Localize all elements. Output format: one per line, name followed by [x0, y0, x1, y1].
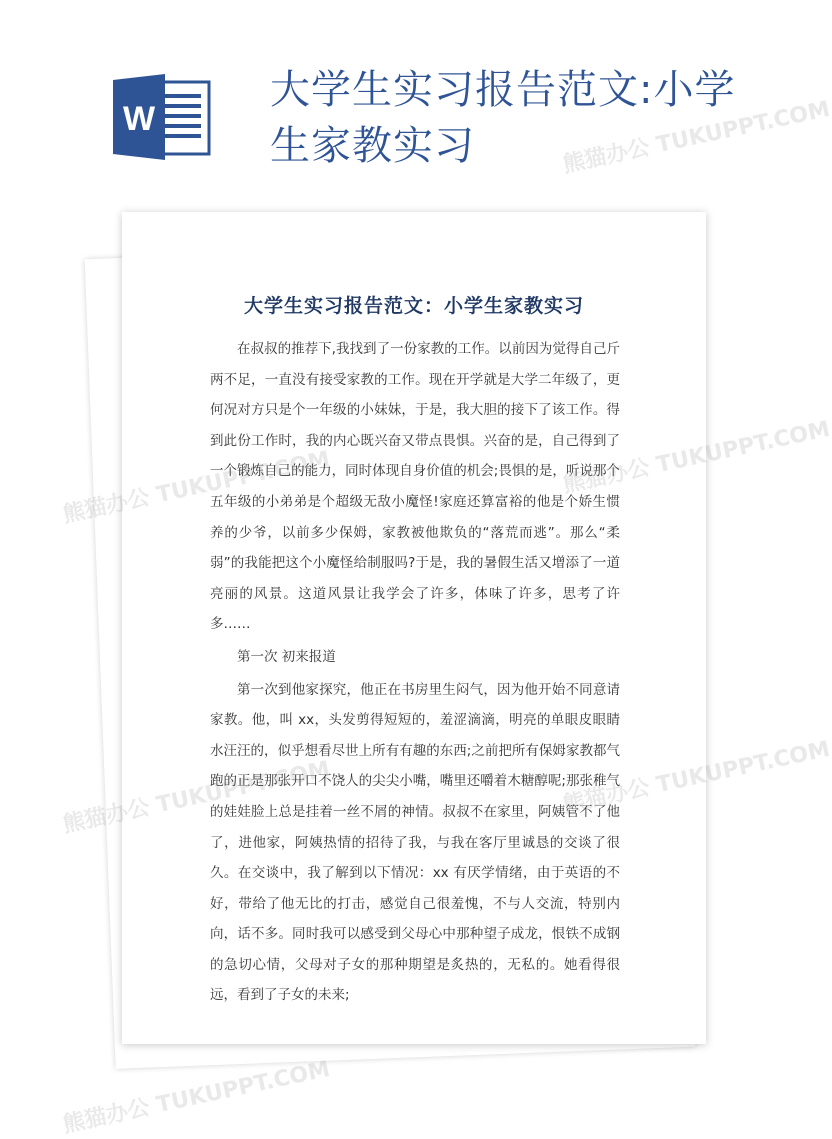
document-title: 大学生实习报告范文：小学生家教实习 — [243, 295, 584, 317]
watermark: TUKUPPT.COM — [654, 736, 832, 799]
banner-title: 大学生实习报告范文:小学生家教实习 — [270, 67, 736, 169]
word-icon-letter: W — [122, 100, 156, 138]
paragraph-intro: 在叔叔的推荐下,我找到了一份家教的工作。以前因为觉得自己斤两不足，一直没有接受家教的工作。现在开学就是大学二年级了，更何况对方只是个一年级的小妹妹，于是，我大胆的接下了该工作。得到此份工作时，我的内心既兴奋又带点畏惧。兴奋的是，自己得到了一个锻炼自己的能力，同时体现自身价值的机会;畏惧的是，听说那个五年级的小弟弟是个超级无敌小魔怪!家庭还算富裕的他是个娇生惯养的少爷，以前多少保姆，家教被他欺负的“落荒而逃”。那么“柔弱”的我能把这个小魔怪给制服吗?于是，我的暑假生活又增添了一道亮丽的风景。这道风景让我学会了许多，体味了许多，思考了许多…… — [210, 341, 620, 633]
section-heading: 第一次 初来报道 — [237, 648, 336, 665]
document-page — [122, 212, 706, 1044]
word-document-icon — [113, 74, 211, 160]
watermark: 熊猫办公 TUKUPPT.COM — [560, 96, 832, 178]
paragraph-first-visit: 第一次到他家探究，他正在书房里生闷气，因为他开始不同意请家教。他，叫 xx，头发剪得短短的，羞涩滴滴，明亮的单眼皮眼睛水汪汪的，似乎想看尽世上所有有趣的东西;之前把所有保姆家教都气跑的正是那张开口不饶人的尖尖小嘴，嘴里还嚼着木糖醇呢;那张稚气的娃娃脸上总是挂着一丝不屑的神情。叔叔不在家里，阿姨管不了他了，进他家，阿姨热情的招待了我，与我在客厅里诚恳的交谈了很久。在交谈中，我了解到以下情况：xx 有厌学情绪，由于英语的不好，带给了他无比的打击，感觉自己很羞愧，不与人交流，特别内向，话不多。同时我可以感受到父母心中那种望子成龙，恨铁不成钢的急切心情，父母对子女的那种期望是炙热的，无私的。她看得很远，看到了子女的未来; — [210, 681, 620, 1004]
watermark: TUKUPPT.COM — [654, 416, 832, 479]
document-body — [210, 334, 620, 1013]
watermark: 熊猫办公 TUKUPPT.COM — [60, 1056, 333, 1138]
